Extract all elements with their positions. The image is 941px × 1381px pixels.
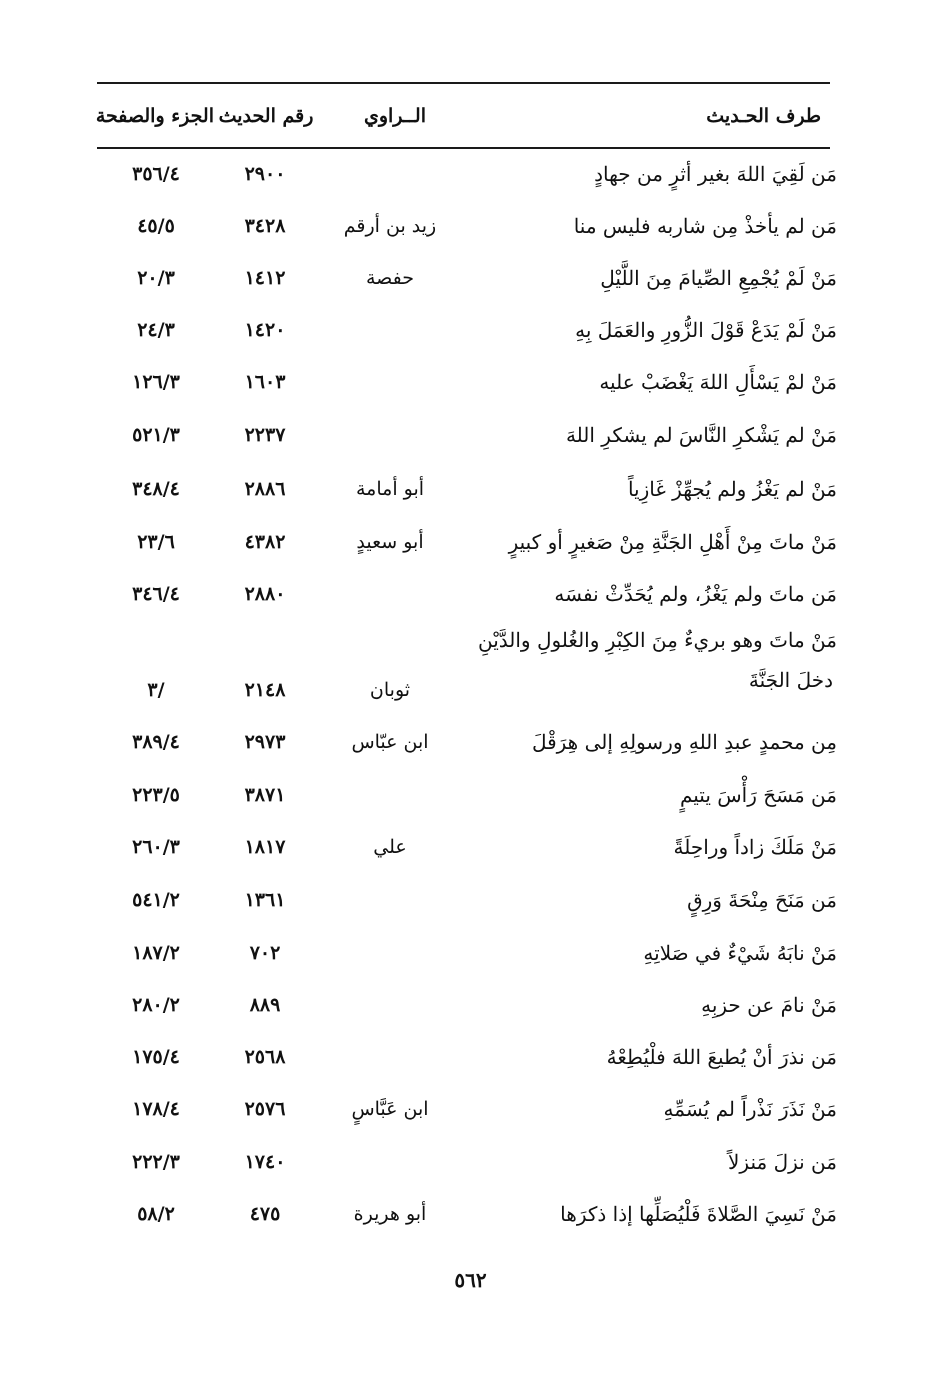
hadith-text: مَنْ نامَ عن حزبِهِ [701, 993, 837, 1017]
hadith-number: ٢١٤٨ [244, 679, 286, 701]
narrator: أبو أمامة [355, 478, 425, 500]
table-row [0, 210, 941, 250]
volume-page: ١٧٨/٤ [132, 1098, 180, 1120]
volume-page: ٢٢٢/٣ [132, 1151, 180, 1173]
narrator: علي [373, 836, 407, 858]
hadith-number: ٢٥٧٦ [244, 1098, 286, 1120]
volume-page: ٥٨/٢ [137, 1203, 175, 1225]
hadith-number: ٢٥٦٨ [244, 1046, 286, 1068]
header-narrator: الــراوي [363, 105, 426, 127]
narrator: ابن عَبَّاسٍ [351, 1098, 429, 1120]
volume-page: ١٢٦/٣ [132, 371, 180, 393]
table-row [0, 158, 941, 198]
volume-page: ٣٤٦/٤ [132, 583, 180, 605]
hadith-number: ٢٩٧٣ [244, 731, 286, 753]
hadith-text: مَن نذرَ أنْ يُطيعَ اللهَ فلْيُطِعْهُ [606, 1045, 837, 1069]
hadith-text: مَنْ نابَهُ شَيْءٌ في صَلاتِهِ [643, 941, 837, 965]
hadith-text: مَنْ ماتَ وهو بريءٌ مِنَ الكِبْرِ والغُلولِ والدَّيْنِ [477, 628, 837, 652]
hadith-text-continued: دخلَ الجَنَّةَ [748, 668, 833, 692]
hadith-number: ٢٨٨٠ [244, 583, 286, 605]
volume-page: ٣٥٦/٤ [132, 163, 180, 185]
hadith-number: ١٦٠٣ [244, 371, 286, 393]
volume-page: ١٧٥/٤ [132, 1046, 180, 1068]
volume-page: ٢٨٠/٢ [132, 994, 180, 1016]
hadith-text: مَنْ لم يَشْكرِ النَّاسَ لم يشكرِ اللهَ [565, 423, 837, 447]
hadith-text: مَن نزلَ مَنزلاً [728, 1150, 837, 1174]
hadith-text: مَنْ لَمْ يَدَعْ قَوْلَ الزُّورِ والعَمَلَ بِهِ [575, 318, 837, 342]
hadith-number: ١٨١٧ [244, 836, 286, 858]
hadith-number: ٢٨٨٦ [244, 478, 286, 500]
narrator: زيد بن أرقم [343, 215, 437, 237]
hadith-text: مَنْ ماتَ مِنْ أَهْلِ الجَنَّةِ مِنْ صَغيرٍ أو كبيرٍ [508, 530, 837, 554]
table-row [0, 779, 941, 819]
narrator: ابن عبّاس [351, 731, 429, 753]
table-row [0, 419, 941, 459]
hadith-number: ٤٣٨٢ [244, 531, 286, 553]
header-number: رقم الحديث [218, 105, 314, 127]
page-number: ٥٦٢ [454, 1268, 487, 1292]
volume-page: ٤٥/٥ [137, 215, 175, 237]
hadith-text: مَنْ نَسِيَ الصَّلاةَ فَلْيُصَلِّها إذا ذكرَها [560, 1202, 837, 1226]
hadith-number: ٨٨٩ [249, 994, 281, 1016]
hadith-number: ٣٤٢٨ [244, 215, 286, 237]
table-row [0, 578, 941, 618]
header-volume-page: الجزء والصفحة [95, 105, 214, 127]
table-row [0, 884, 941, 924]
hadith-number: ١٤١٢ [244, 267, 286, 289]
hadith-number: ٤٧٥ [249, 1203, 281, 1225]
hadith-number: ٣٨٧١ [244, 784, 286, 806]
volume-page: ٥٢١/٣ [132, 424, 180, 446]
hadith-text: مَن لم يأخذْ مِن شاربه فليس منا [573, 214, 837, 238]
top-rule [97, 82, 830, 84]
hadith-text: مَنْ لمْ يَسْأَلِ اللهَ يَغْضَبْ عليه [599, 370, 837, 394]
narrator: أبو هريرة [353, 1203, 427, 1225]
volume-page: ٢٠/٣ [137, 267, 175, 289]
table-row [0, 366, 941, 406]
volume-page: ٢٤/٣ [137, 319, 175, 341]
table-row [0, 831, 941, 871]
table-row [0, 1093, 941, 1133]
table-row [0, 262, 941, 302]
volume-page: ١٨٧/٢ [132, 942, 180, 964]
hadith-text: مَنْ مَلَكَ زاداً وراحِلَةً [673, 835, 837, 859]
hadith-number: ١٧٤٠ [244, 1151, 286, 1173]
volume-page: ٣٤٨/٤ [132, 478, 180, 500]
table-row [0, 726, 941, 766]
table-row [0, 989, 941, 1029]
table-row [0, 1041, 941, 1081]
volume-page: ٢٣/٦ [137, 531, 175, 553]
table-row [0, 526, 941, 566]
hadith-text: مِن محمدٍ عبدِ اللهِ ورسولِهِ إلى هِرَقْلَ [531, 730, 837, 754]
volume-page: ٣٨٩/٤ [132, 731, 180, 753]
table-row [0, 1146, 941, 1186]
hadith-number: ٢٢٣٧ [244, 424, 286, 446]
hadith-number: ٢٩٠٠ [244, 163, 286, 185]
table-row [0, 314, 941, 354]
table-row [0, 624, 941, 704]
narrator: حفصة [365, 267, 415, 289]
narrator: أبو سعيدٍ [356, 531, 424, 553]
hadith-text: مَن مَسَحَ رَأْسَ يتيمٍ [679, 783, 837, 807]
table-header [0, 98, 941, 138]
hadith-text: مَن لَقِيَ اللهَ بغير أثرٍ من جهادٍ [594, 162, 837, 186]
hadith-number: ٧٠٢ [249, 942, 281, 964]
hadith-text: مَنْ لم يَغْزُ ولم يُجهِّزْ غَازِياً [627, 477, 837, 501]
hadith-text: مَن ماتَ ولم يَغْزُ، ولم يُحَدِّثْ نفسَه [554, 582, 837, 606]
hadith-text: مَنْ لَمْ يُجْمِعِ الصِّيامَ مِنَ اللَّيْلِ [600, 266, 837, 290]
volume-page: ٢٦٠/٣ [132, 836, 180, 858]
table-row [0, 937, 941, 977]
hadith-text: مَنْ نَذَرَ نَذْراً لم يُسَمِّهِ [663, 1097, 837, 1121]
header-hadith: طرف الحـديث [706, 105, 821, 127]
table-row [0, 473, 941, 513]
hadith-text: مَن مَنَحَ مِنْحَةَ وَرِقٍ [687, 888, 837, 912]
narrator: ثوبان [369, 679, 411, 701]
hadith-number: ١٤٢٠ [244, 319, 286, 341]
volume-page: ٢٢٣/٥ [132, 784, 180, 806]
hadith-number: ١٣٦١ [244, 889, 286, 911]
volume-page: ٥٤١/٢ [132, 889, 180, 911]
volume-page: /٣ [147, 679, 165, 701]
header-rule [97, 147, 830, 149]
table-row [0, 1198, 941, 1238]
